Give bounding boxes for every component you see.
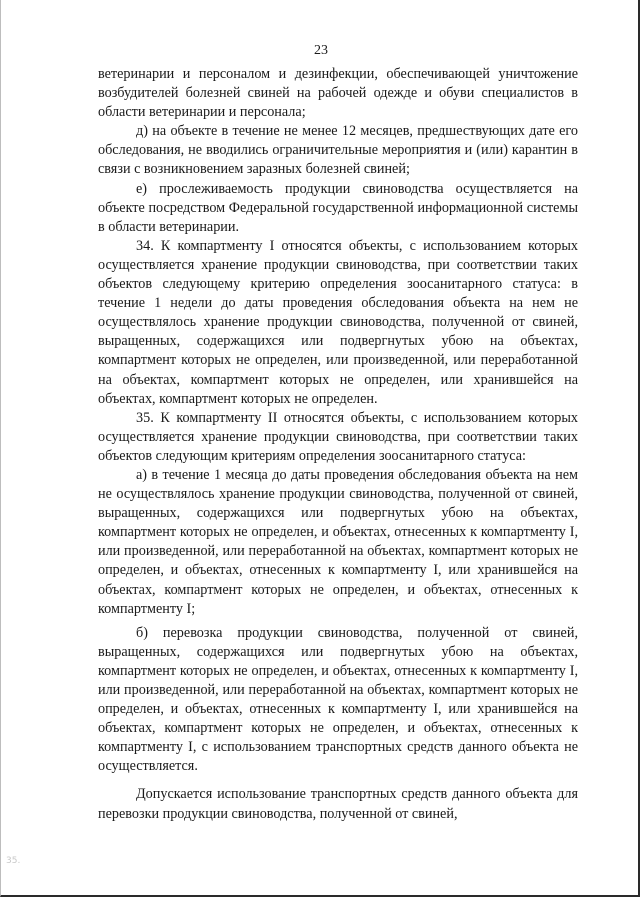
clause-b: б) перевозка продукции свиноводства, полученной от свиней, выращенных, содержащихся или подвергнутых убою на объектах, компартмент которых не определен, и объектах, отнесенных к компартменту I, или произведенной, или переработанной на объектах, компартмент которых не определен, и объектах, отнесенных к компартменту I, или хранившейся на объектах, компартмент которых не определен, и объектах, отнесенных к компартменту I, с использованием транспортных средств данного объекта не осуществляется. [98, 624, 578, 775]
paragraph-allowance: Допускается использование транспортных средств данного объекта для перевозки продукции свиноводства, полученной от свиней, [98, 786, 578, 822]
clause-e: е) прослеживаемость продукции свиноводства осуществляется на объекте посредством Федеральной государственной информационной системы в области ветеринарии. [98, 180, 578, 235]
section-34: 34. К компартменту I относятся объекты, с использованием которых осуществляется хранение продукции свиноводства, при соответствии таких объектов следующему критерию определения зоосанитарного статуса: в течение 1 недели до даты проведения обследования объекта на нем не осуществлялось хранение продукции свиноводства, полученной от свиней, выращенных, содержащихся или подвергнутых убою на объектах, компартмент которых не определен, или произведенной, или переработанной на объектах, компартмент которых не определен, или хранившейся на объектах, компартмент которых не определен. [98, 237, 578, 407]
section-35: 35. К компартменту II относятся объекты, с использованием которых осуществляется хранение продукции свиноводства, при соответствии таких объектов следующим критериям определения зоосанитарного статуса: [98, 409, 578, 464]
margin-mark: 35. [6, 856, 21, 866]
page-number: 23 [314, 43, 328, 58]
clause-a: а) в течение 1 месяца до даты проведения обследования объекта на нем не осуществлялось хранение продукции свиноводства, полученной от свиней, выращенных, содержащихся или подвергнутых убою на объектах, компартмент которых не определен, и объектах, отнесенных к компартменту I, или произведенной, или переработанной на объектах, компартмент которых не определен, и объектах, отнесенных к компартменту I, или хранившейся на объектах, компартмент которых не определен, и объектах, отнесенных к компартменту I; [98, 466, 578, 617]
document-body [98, 65, 578, 824]
paragraph-continuation: ветеринарии и персоналом и дезинфекции, обеспечивающей уничтожение возбудителей болезней свиней на рабочей одежде и обуви специалистов в области ветеринарии и персонала; [98, 66, 578, 121]
clause-d: д) на объекте в течение не менее 12 месяцев, предшествующих дате его обследования, не вводились ограничительные мероприятия и (или) карантин в связи с возникновением заразных болезней свиней; [98, 123, 578, 178]
